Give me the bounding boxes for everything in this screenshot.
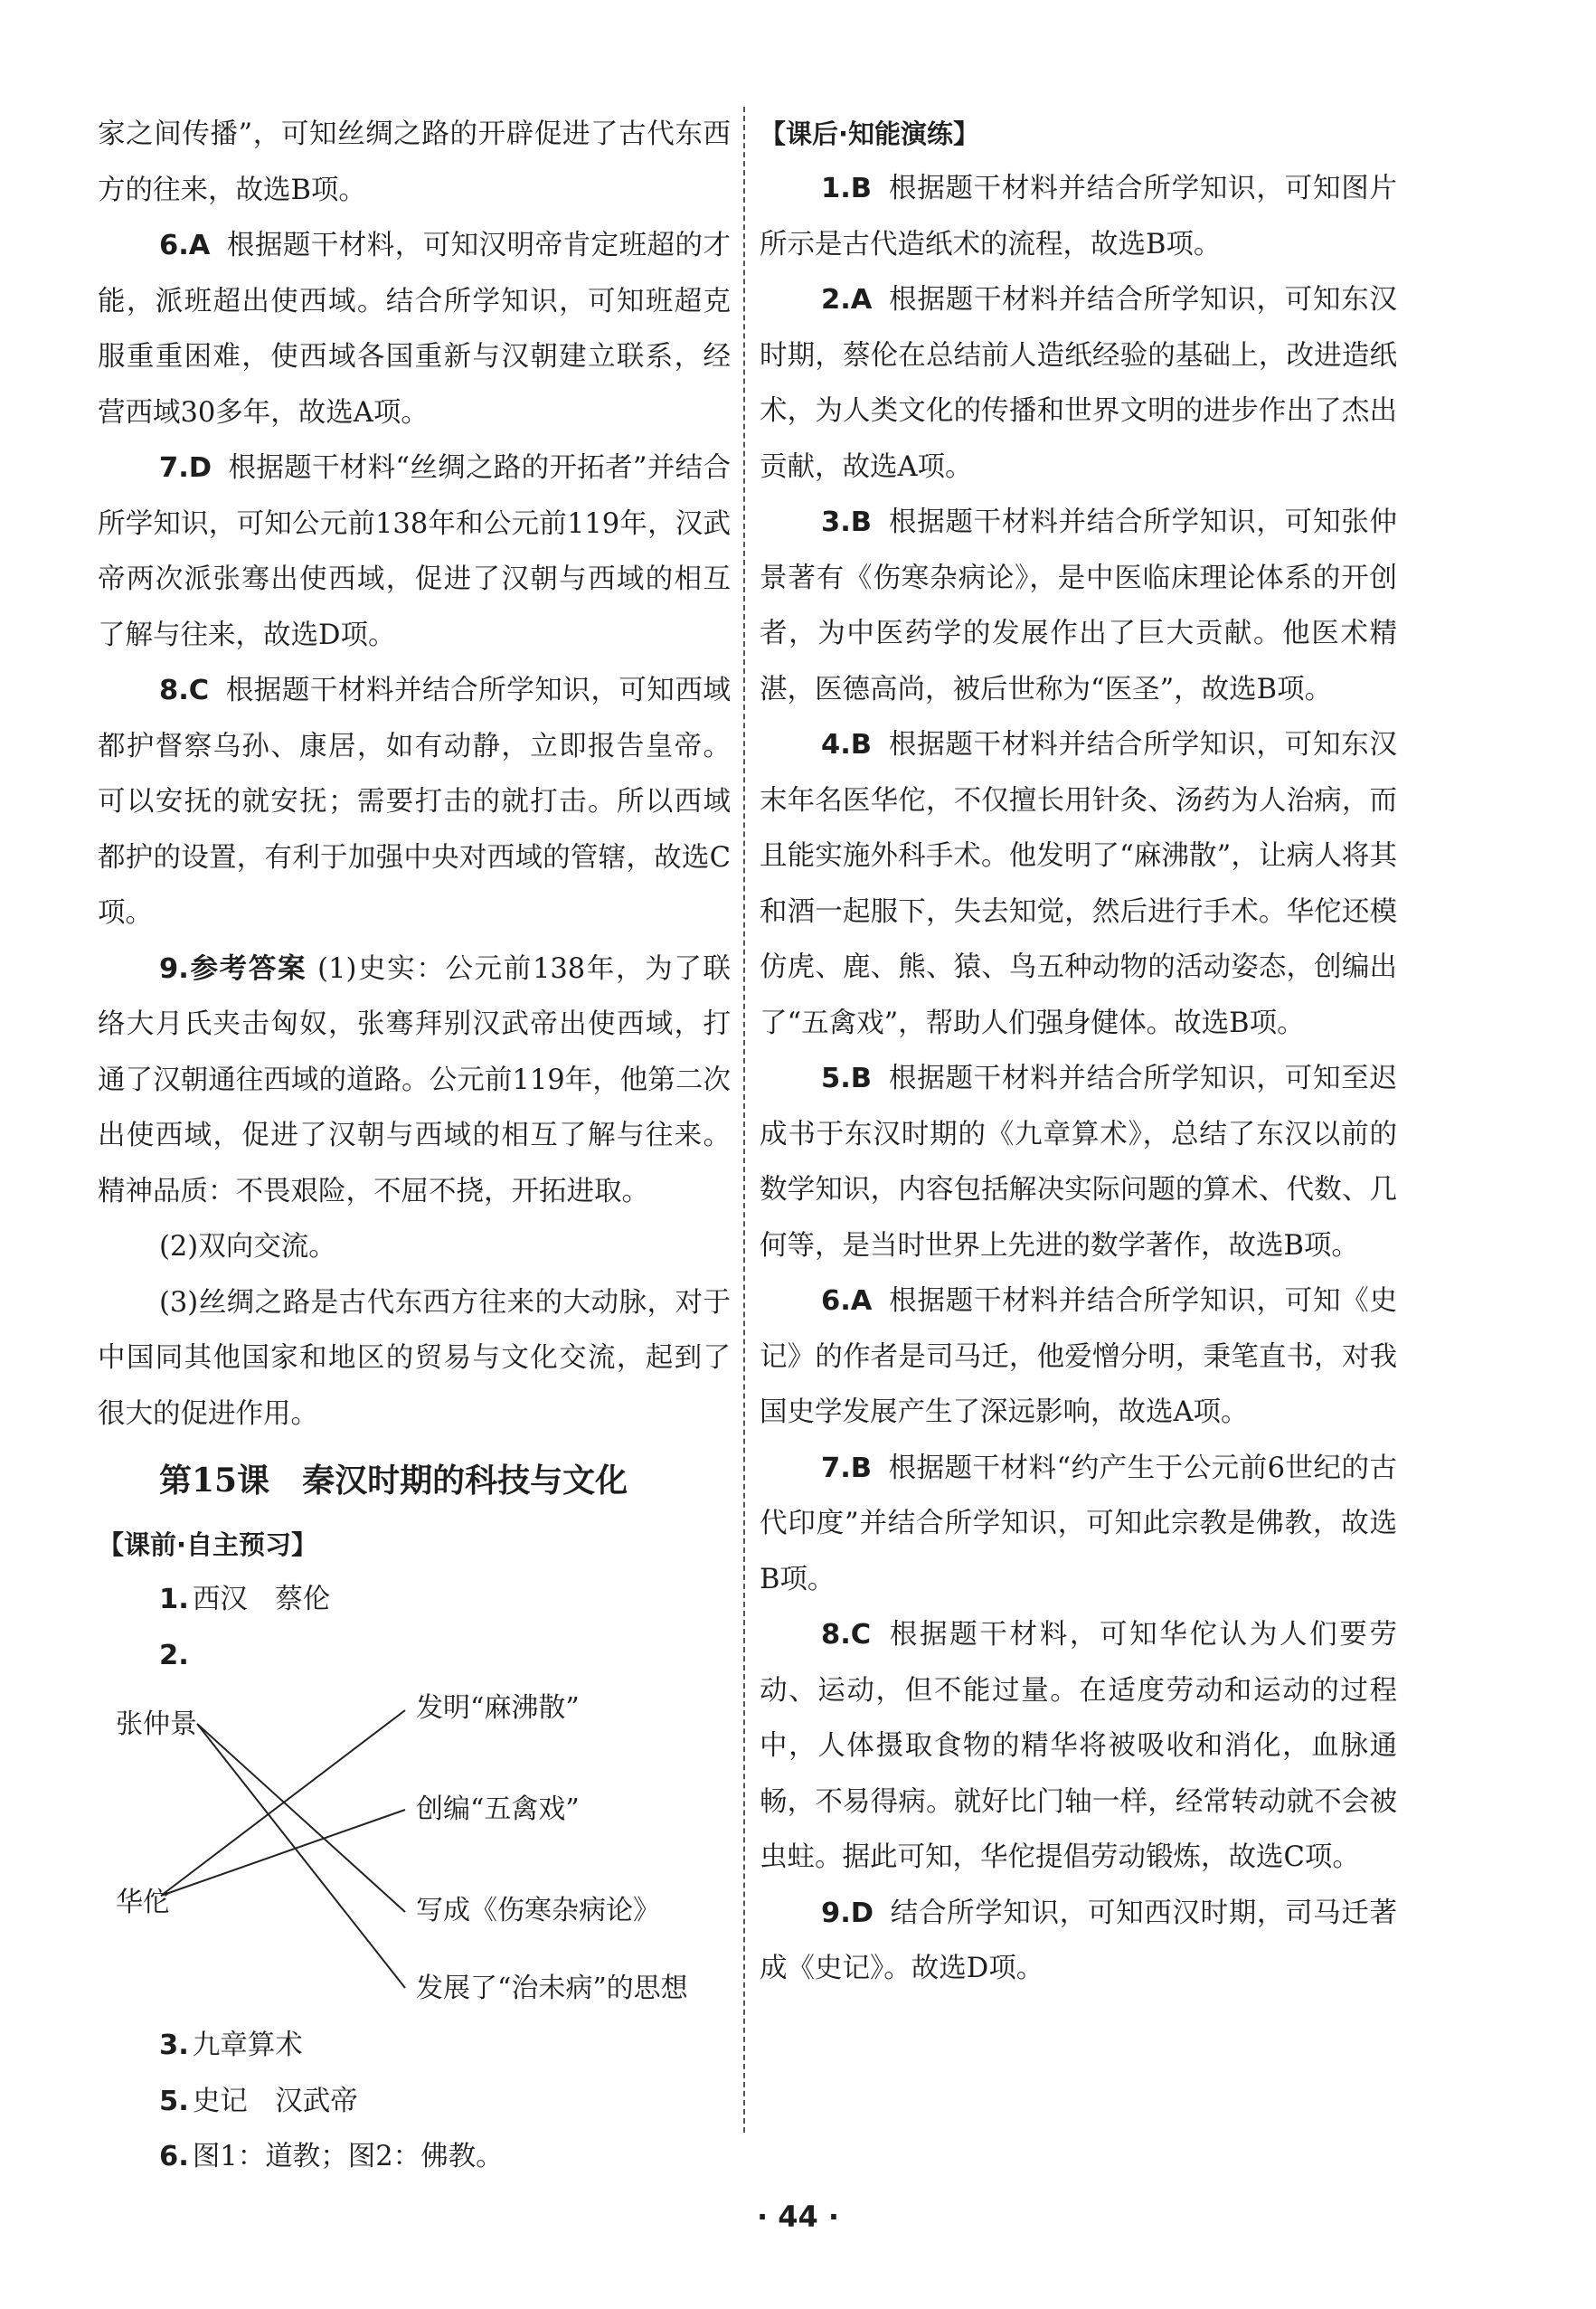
answer-item <box>98 2129 731 2185</box>
answer-number: 2.A <box>821 284 873 316</box>
page-number: · 44 · <box>756 2200 840 2234</box>
answer-number: 9.D <box>821 1897 874 1929</box>
paragraph: (2)双向交流。 <box>159 1231 336 1263</box>
achievement-label: 创编“五禽戏” <box>416 1793 580 1825</box>
answer-number: 6.A <box>821 1285 873 1317</box>
answer-item <box>98 1628 731 1684</box>
achievement-label: 发展了“治未病”的思想 <box>416 1973 688 2004</box>
answer-number: 1.B <box>821 173 873 204</box>
answer-text: 根据题干材料，可知华佗认为人们要劳动、运动，但不能过量。在适度劳动和运动的过程中，人体摄取食物的精华将被吸收和消化，血脉通畅，不易得病。就好比门轴一样，经常转动就不会被虫蛀。据此可知，华佗提倡劳动锻炼，故选C项。 <box>760 1619 1397 1873</box>
answer-number: 3. <box>159 2030 189 2061</box>
answer-item <box>760 717 1397 1051</box>
answer-item <box>760 1441 1397 1608</box>
answer-number: 6.A <box>159 230 211 261</box>
answer-item <box>98 218 731 440</box>
answer-text: (1)史实：公元前138年，为了联络大月氏夹击匈奴，张骞拜别汉武帝出使西域，打通了汉朝通往西域的道路。公元前119年，他第二次出使西域，促进了汉朝与西域的相互了解与往来。精神品质：不畏艰险，不屈不挠，开拓进取。 <box>98 952 732 1207</box>
answer-number: 9. <box>159 952 189 985</box>
answer-text: 结合所学知识，可知西汉时期，司马迁著成《史记》。故选D项。 <box>760 1897 1397 1984</box>
answer-item <box>760 161 1397 272</box>
answer-item <box>98 1572 731 1628</box>
answer-item <box>98 2074 731 2130</box>
answer-number: 2. <box>159 1639 189 1671</box>
section-heading: 【课前·自主预习】 <box>98 1529 318 1560</box>
paragraph: 家之间传播”，可知丝绸之路的开辟促进了古代东西方的往来，故选B项。 <box>98 118 731 206</box>
answer-text: 根据题干材料并结合所学知识，可知东汉末年名医华佗，不仅擅长用针灸、汤药为人治病，而且能实施外科手术。他发明了“麻沸散”，让病人将其和酒一起服下，失去知觉，然后进行手术。华佗还模仿虎、鹿、熊、猿、鸟五种动物的活动姿态，创编出了“五禽戏”，帮助人们强身健体。故选B项。 <box>760 729 1397 1039</box>
section-heading: 【课后·知能演练】 <box>760 118 980 149</box>
paragraph: (3)丝绸之路是古代东西方往来的大动脉，对于中国同其他国家和地区的贸易与文化交流，起到了很大的促进作用。 <box>98 1286 731 1430</box>
answer-number: 4.B <box>821 729 873 761</box>
answer-text: 根据题干材料并结合所学知识，可知西域都护督察乌孙、康居，如有动静，立即报告皇帝。可以安抚的就安抚；需要打击的就打击。所以西域都护的设置，有利于加强中央对西域的管辖，故选C项。 <box>98 675 731 929</box>
answer-item <box>760 1051 1397 1273</box>
answer-number: 3.B <box>821 506 873 538</box>
answer-text: 根据题干材料并结合所学知识，可知东汉时期，蔡伦在总结前人造纸经验的基础上，改进造纸术，为人类文化的传播和世界文明的进步作出了杰出贡献，故选A项。 <box>760 284 1397 483</box>
answer-text: 九章算术 <box>192 2030 303 2061</box>
answer-number: 5.B <box>821 1063 873 1094</box>
answer-text: 根据题干材料并结合所学知识，可知图片所示是古代造纸术的流程，故选B项。 <box>760 173 1397 260</box>
reference-answer-label: 参考答案 <box>188 952 307 985</box>
answer-number: 5. <box>159 2085 189 2117</box>
person-label: 张仲景 <box>116 1708 197 1740</box>
answer-number: 8.C <box>159 675 210 706</box>
answer-text: 根据题干材料并结合所学知识，可知《史记》的作者是司马迁，他爱憎分明，秉笔直书，对我国史学发展产生了深远影响，故选A项。 <box>760 1285 1397 1428</box>
answer-text: 根据题干材料“丝绸之路的开拓者”并结合所学知识，可知公元前138年和公元前119年，汉武帝两次派张骞出使西域，促进了汉朝与西域的相互了解与往来，故选D项。 <box>98 452 731 651</box>
answer-item <box>98 663 731 942</box>
match-line <box>197 1724 405 1912</box>
answer-number: 7.B <box>821 1452 873 1484</box>
answer-item <box>760 1607 1397 1886</box>
matching-diagram <box>98 1683 731 2018</box>
answer-list <box>760 161 1397 1997</box>
answer-text: 图1：道教；图2：佛教。 <box>192 2141 504 2172</box>
match-line <box>161 1810 405 1896</box>
answer-item <box>98 440 731 663</box>
answer-number: 1. <box>159 1584 189 1615</box>
answer-number: 7.D <box>159 452 212 484</box>
match-line <box>161 1710 405 1896</box>
answer-text: 根据题干材料并结合所学知识，可知张仲景著有《伤寒杂病论》，是中医临床理论体系的开创者，为中医药学的发展作出了巨大贡献。他医术精湛，医德高尚，被后世称为“医圣”，故选B项。 <box>760 506 1397 705</box>
answer-item <box>760 1273 1397 1441</box>
achievement-label: 发明“麻沸散” <box>416 1692 580 1724</box>
right-column <box>760 107 1397 1997</box>
achievement-label: 写成《伤寒杂病论》 <box>416 1895 660 1926</box>
answer-text: 根据题干材料并结合所学知识，可知至迟成书于东汉时期的《九章算术》，总结了东汉以前的数学知识，内容包括解决实际问题的算术、代数、几何等，是当时世界上先进的数学著作，故选B项。 <box>760 1063 1397 1262</box>
column-divider <box>743 107 747 2133</box>
answer-number: 8.C <box>821 1619 872 1651</box>
answer-item <box>98 942 731 1220</box>
answer-item <box>760 272 1397 495</box>
answer-item <box>760 495 1397 717</box>
answer-text: 史记 汉武帝 <box>192 2085 358 2117</box>
answer-text: 西汉 蔡伦 <box>192 1584 331 1615</box>
match-line <box>197 1724 405 1988</box>
answer-item <box>760 1886 1397 1997</box>
answer-text: 根据题干材料，可知汉明帝肯定班超的才能，派班超出使西域。结合所学知识，可知班超克服重重困难，使西域各国重新与汉朝建立联系，经营西域30多年，故选A项。 <box>98 230 731 429</box>
answer-text: 根据题干材料“约产生于公元前6世纪的古代印度”并结合所学知识，可知此宗教是佛教，故选B项。 <box>760 1452 1397 1595</box>
left-column <box>98 107 731 2185</box>
lesson-title: 第15课 秦汉时期的科技与文化 <box>159 1462 628 1500</box>
answer-number: 6. <box>159 2141 189 2172</box>
person-label: 华佗 <box>116 1887 170 1918</box>
answer-item <box>98 2018 731 2074</box>
